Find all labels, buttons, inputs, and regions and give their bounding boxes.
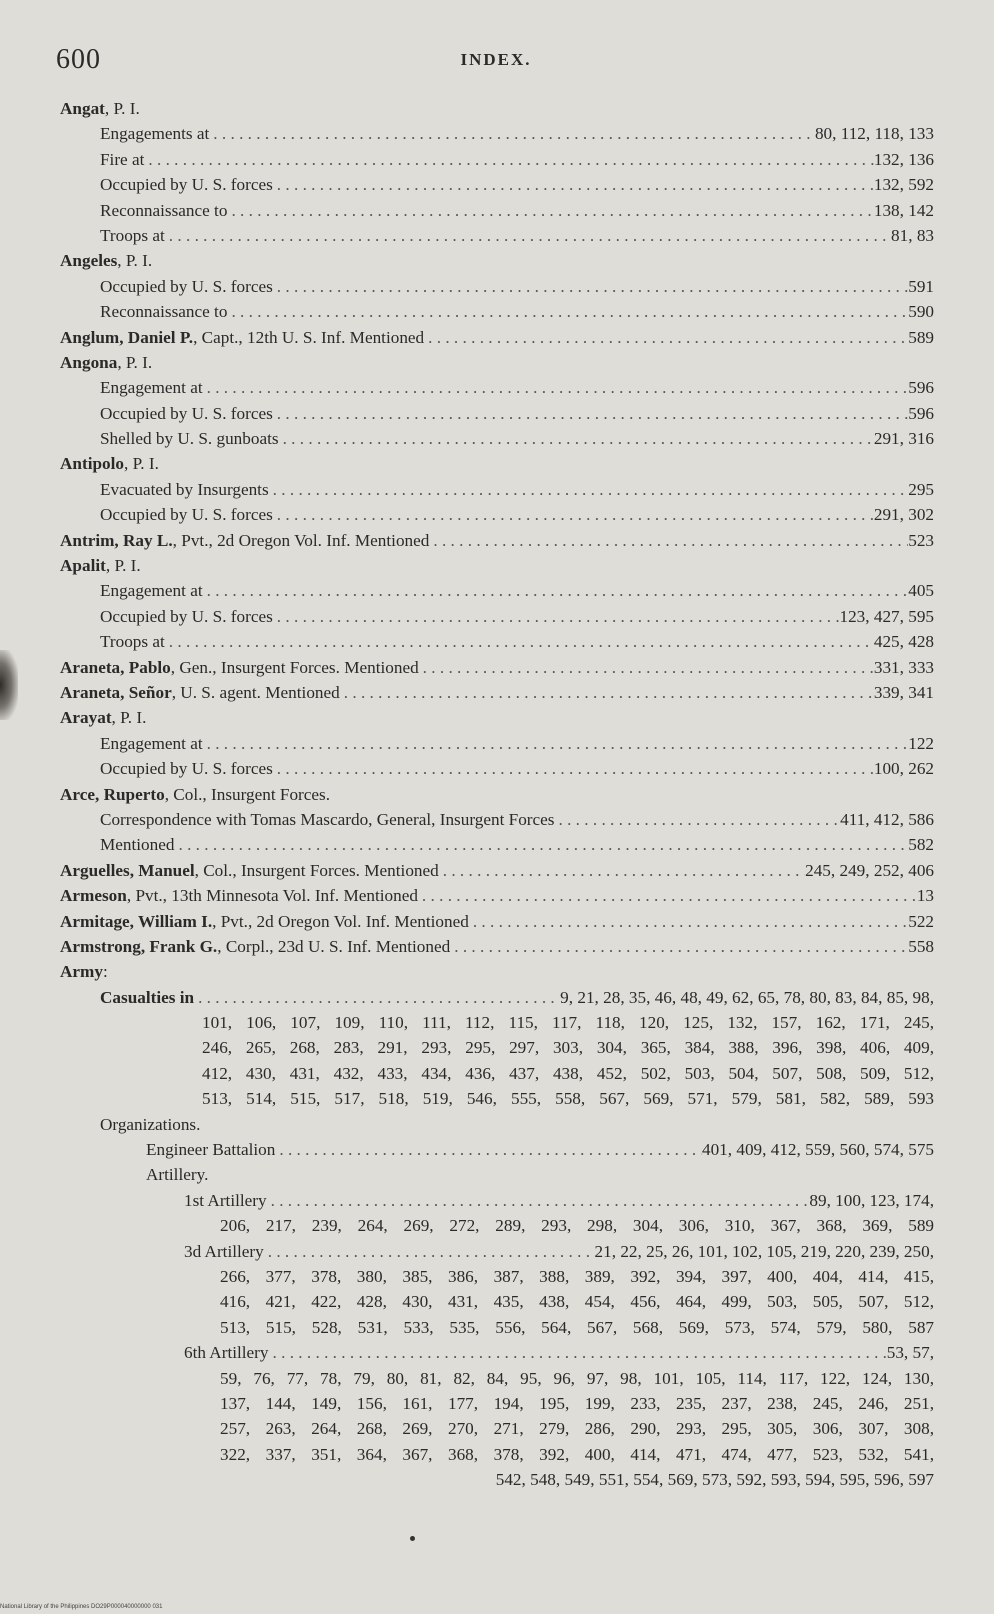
index-entry-apalit: [60, 553, 934, 655]
page-refs: 81, 83: [891, 225, 934, 245]
sub-entry-label: Engagements at: [100, 124, 210, 144]
dot-leader: [279, 426, 874, 451]
entry-term: Anglum, Daniel P.: [60, 327, 194, 347]
sub-entry-label: Evacuated by Insurgents: [100, 479, 269, 499]
sub-entry-label: Correspondence with Tomas Mascardo, General, Insurgent Forces: [100, 809, 555, 829]
entry-qualifier: , Pvt., 13th Minnesota Vol. Inf. Mentioned: [126, 886, 418, 906]
page-refs: 123, 427, 595: [839, 606, 934, 626]
sub-entry-label: Reconnaissance to: [100, 302, 228, 322]
page-refs: 122: [908, 733, 934, 753]
sub-entry: [60, 807, 934, 832]
entry-heading: [60, 248, 934, 273]
sub-entry-label: 1st Artillery: [184, 1190, 267, 1210]
entry-term: Antipolo: [60, 454, 124, 474]
dot-leader: [269, 1340, 887, 1365]
sub-entry: [60, 299, 934, 324]
sub-entry-label: Engagement at: [100, 378, 203, 398]
dot-leader: [273, 756, 874, 781]
sub-entry: [60, 172, 934, 197]
dot-leader: [203, 731, 909, 756]
page-refs: 405: [908, 581, 934, 601]
index-entry-armeson: [60, 883, 934, 908]
sub-entry-label: Occupied by U. S. forces: [100, 175, 273, 195]
entry-qualifier: , P. I.: [111, 708, 147, 728]
page-refs-continued: 206, 217, 239, 264, 269, 272, 289, 293, 298, 304, 306, 310, 367, 368, 369, 589: [220, 1216, 934, 1236]
sub-entry: [60, 578, 934, 603]
page-refs: 53, 57,: [886, 1343, 934, 1363]
sub-entry-casualties: [60, 985, 934, 1010]
entry-term: Arayat: [60, 708, 112, 728]
dot-leader: [144, 147, 873, 172]
entry-qualifier: , Capt., 12th U. S. Inf. Mentioned: [193, 327, 425, 347]
entry-term: Armitage, William I.: [60, 911, 213, 931]
page-refs: 291, 302: [873, 505, 934, 525]
entry-term: Arce, Ruperto: [60, 784, 165, 804]
page-refs: 13: [916, 886, 934, 906]
entry-term: Army: [60, 962, 103, 982]
entry-qualifier: , U. S. agent. Mentioned: [171, 682, 340, 702]
entry-qualifier: , Col., Insurgent Forces. Mentioned: [194, 860, 439, 880]
sub-entry: [60, 756, 934, 781]
sub-entry-label: Occupied by U. S. forces: [100, 276, 273, 296]
dot-leader: [340, 680, 874, 705]
page-refs: 591: [908, 276, 934, 296]
index-entry-anglum: [60, 325, 934, 350]
page-refs: 9, 21, 28, 35, 46, 48, 49, 62, 65, 78, 80, 83, 84, 85, 98,: [560, 987, 934, 1007]
entry-qualifier: , P. I.: [124, 454, 159, 474]
page-refs: 132, 592: [873, 175, 934, 195]
index-entry-armitage: [60, 909, 934, 934]
page-refs: 339, 341: [873, 682, 934, 702]
dot-leader: [203, 578, 909, 603]
page-refs: 523: [908, 530, 934, 550]
dot-leader: [273, 502, 874, 527]
page-refs: 291, 316: [873, 429, 934, 449]
index-entry-antrim: [60, 528, 934, 553]
page-refs: 411, 412, 586: [840, 809, 934, 829]
entry-term: Apalit: [60, 556, 106, 576]
entry-qualifier: , Gen., Insurgent Forces. Mentioned: [170, 657, 419, 677]
sub-entry-label: Occupied by U. S. forces: [100, 505, 273, 525]
entry-heading: [60, 553, 934, 578]
sub-entry: [60, 121, 934, 146]
entry-term: Armeson: [60, 886, 127, 906]
dot-leader: [264, 1239, 595, 1264]
sub-entry-label: 6th Artillery: [184, 1343, 269, 1363]
entry-term: Araneta, Señor: [60, 682, 172, 702]
dot-leader: [194, 985, 560, 1010]
sub-entry: [60, 731, 934, 756]
sub-entry-1st-artillery: [60, 1188, 934, 1213]
sub-entry: [60, 223, 934, 248]
page-refs: 331, 333: [873, 657, 934, 677]
dot-leader: [450, 934, 908, 959]
sub-entry-label: Shelled by U. S. gunboats: [100, 429, 279, 449]
sub-entry: [60, 629, 934, 654]
page-number: 600: [56, 44, 101, 75]
sub-entry: [60, 477, 934, 502]
entry-term: Angeles: [60, 251, 118, 271]
page-refs-continued: 266, 377, 378, 380, 385, 386, 387, 388, 389, 392, 394, 397, 400, 404, 414, 415,: [220, 1266, 934, 1286]
entry-heading: [60, 959, 934, 984]
sub-entry: [60, 401, 934, 426]
dot-leader: [209, 121, 815, 146]
index-entry-armstrong: [60, 934, 934, 959]
entry-qualifier: , P. I.: [117, 352, 153, 372]
entry-qualifier: , P. I.: [104, 99, 140, 118]
entry-term: Angat: [60, 99, 105, 118]
dot-leader: [165, 223, 891, 248]
sub-entry: [60, 426, 934, 451]
page-refs: 558: [908, 936, 934, 956]
page-refs: 89, 100, 123, 174,: [809, 1190, 934, 1210]
dot-leader: [203, 375, 909, 400]
entry-qualifier: , P. I.: [105, 556, 141, 576]
entry-qualifier: , Col., Insurgent Forces.: [164, 784, 331, 804]
entry-term: Angona: [60, 352, 118, 372]
dot-leader: [439, 858, 805, 883]
sub-entry-label: Mentioned: [100, 835, 175, 855]
dot-leader: [554, 807, 840, 832]
sub-entry-label: Occupied by U. S. forces: [100, 606, 273, 626]
page-refs-continued: 137, 144, 149, 156, 161, 177, 194, 195, 199, 233, 235, 237, 238, 245, 246, 251,: [220, 1393, 934, 1413]
dot-leader: [267, 1188, 810, 1213]
index-list: [60, 96, 934, 1492]
index-entry-arayat: [60, 705, 934, 781]
entry-qualifier: , P. I.: [117, 251, 153, 271]
sub-entry-label: Casualties in: [100, 987, 195, 1007]
page-refs-continued: 257, 263, 264, 268, 269, 270, 271, 279, 286, 290, 293, 295, 305, 306, 307, 308,: [220, 1419, 934, 1439]
sub-entry-6th-artillery: [60, 1340, 934, 1365]
page-refs: 138, 142: [873, 200, 934, 220]
sub-entry-label: 3d Artillery: [184, 1241, 264, 1261]
page-refs: 245, 249, 252, 406: [805, 860, 934, 880]
sub-entry-label: Engagement at: [100, 733, 203, 753]
dot-leader: [273, 604, 840, 629]
sub-entry: [60, 375, 934, 400]
sub-entry: [60, 502, 934, 527]
page-refs: 80, 112, 118, 133: [814, 124, 934, 144]
sub-entry-3d-artillery: [60, 1239, 934, 1264]
sub-entry-label: Occupied by U. S. forces: [100, 759, 273, 779]
entry-heading: [60, 96, 934, 121]
page-header: [56, 44, 936, 78]
dot-leader: [273, 274, 908, 299]
sub-entry: [60, 604, 934, 629]
sub-entry: [60, 147, 934, 172]
sub-entry-label: Engineer Battalion: [146, 1140, 276, 1160]
page-refs: 590: [908, 302, 934, 322]
sub-entry: [60, 832, 934, 857]
dot-leader: [418, 883, 917, 908]
page-refs-continued: 542, 548, 549, 551, 554, 569, 573, 592, 593, 594, 595, 596, 597: [495, 1470, 934, 1490]
index-entry-angeles: [60, 248, 934, 324]
entry-term: Arguelles, Manuel: [60, 860, 195, 880]
page-refs: 425, 428: [873, 632, 934, 652]
dot-leader: [227, 299, 908, 324]
dot-leader: [419, 655, 874, 680]
page-refs: 21, 22, 25, 26, 101, 102, 105, 219, 220, 239, 250,: [594, 1241, 934, 1261]
page-refs-continued: 412, 430, 431, 432, 433, 434, 436, 437, 438, 452, 502, 503, 504, 507, 508, 509, 512,: [202, 1063, 934, 1083]
sub-entry-label: Troops at: [100, 632, 165, 652]
entry-qualifier: , Corpl., 23d U. S. Inf. Mentioned: [217, 936, 451, 956]
index-entry-arguelles: [60, 858, 934, 883]
page-refs: 596: [908, 403, 934, 423]
page-refs-continued: 513, 515, 528, 531, 533, 535, 556, 564, 567, 568, 569, 573, 574, 579, 580, 587: [220, 1317, 934, 1337]
page-refs: 401, 409, 412, 559, 560, 574, 575: [701, 1140, 934, 1160]
dot-leader: [424, 325, 908, 350]
dot-leader: [174, 832, 908, 857]
sub-entry-label: Troops at: [100, 225, 165, 245]
page-refs-continued: 513, 514, 515, 517, 518, 519, 546, 555, 558, 567, 569, 571, 579, 581, 582, 589, 593: [202, 1089, 934, 1109]
ink-dot: [410, 1536, 415, 1541]
page-refs: 295: [908, 479, 934, 499]
page-refs: 596: [908, 378, 934, 398]
page-refs-continued: 246, 265, 268, 283, 291, 293, 295, 297, 303, 304, 365, 384, 388, 396, 398, 406, 409,: [202, 1038, 934, 1058]
index-entry-angona: [60, 350, 934, 452]
page-refs: 522: [908, 911, 934, 931]
index-entry-angat: [60, 96, 934, 248]
index-entry-araneta-pablo: [60, 655, 934, 680]
page-refs: 100, 262: [873, 759, 934, 779]
entry-heading: [60, 782, 934, 807]
dot-leader: [165, 629, 874, 654]
binding-shadow: [0, 650, 18, 720]
sub-entry-organizations: Organizations.: [100, 1114, 201, 1134]
entry-qualifier: , Pvt., 2d Oregon Vol. Inf. Mentioned: [172, 530, 430, 550]
scan-credit: National Library of the Philippines DO29P000040000000 031: [0, 1604, 163, 1610]
sub-entry-label: Reconnaissance to: [100, 200, 228, 220]
entry-qualifier: , Pvt., 2d Oregon Vol. Inf. Mentioned: [212, 911, 469, 931]
dot-leader: [275, 1137, 702, 1162]
sub-entry-engineer-battalion: [60, 1137, 934, 1162]
sub-entry: [60, 198, 934, 223]
dot-leader: [227, 198, 873, 223]
page-refs: 582: [908, 835, 934, 855]
dot-leader: [273, 401, 908, 426]
entry-heading: [60, 705, 934, 730]
dot-leader: [469, 909, 908, 934]
entry-term: Araneta, Pablo: [60, 657, 171, 677]
index-entry-antipolo: [60, 451, 934, 527]
index-entry-arce: [60, 782, 934, 858]
page-refs: 132, 136: [873, 149, 934, 169]
entry-term: Antrim, Ray L.: [60, 530, 173, 550]
index-entry-army: [60, 959, 934, 1492]
sub-entry-artillery: Artillery.: [146, 1165, 209, 1185]
dot-leader: [273, 172, 874, 197]
page-refs-continued: 416, 421, 422, 428, 430, 431, 435, 438, 454, 456, 464, 499, 503, 505, 507, 512,: [220, 1292, 934, 1312]
index-entry-araneta-senor: [60, 680, 934, 705]
dot-leader: [269, 477, 909, 502]
sub-entry-label: Occupied by U. S. forces: [100, 403, 273, 423]
entry-heading: [60, 350, 934, 375]
entry-term: Armstrong, Frank G.: [60, 936, 218, 956]
entry-heading: [60, 451, 934, 476]
page-refs-continued: 59, 76, 77, 78, 79, 80, 81, 82, 84, 95, 96, 97, 98, 101, 105, 114, 117, 122, 124, 130,: [220, 1368, 934, 1388]
page-refs: 589: [908, 327, 934, 347]
sub-entry-label: Fire at: [100, 149, 145, 169]
entry-qualifier: :: [102, 962, 108, 982]
page-refs-continued: 101, 106, 107, 109, 110, 111, 112, 115, 117, 118, 120, 125, 132, 157, 162, 171, 245,: [202, 1013, 934, 1033]
dot-leader: [429, 528, 908, 553]
sub-entry-label: Engagement at: [100, 581, 203, 601]
sub-entry: [60, 274, 934, 299]
running-title: INDEX.: [460, 50, 532, 69]
page-refs-continued: 322, 337, 351, 364, 367, 368, 378, 392, 400, 414, 471, 474, 477, 523, 532, 541,: [220, 1444, 934, 1464]
